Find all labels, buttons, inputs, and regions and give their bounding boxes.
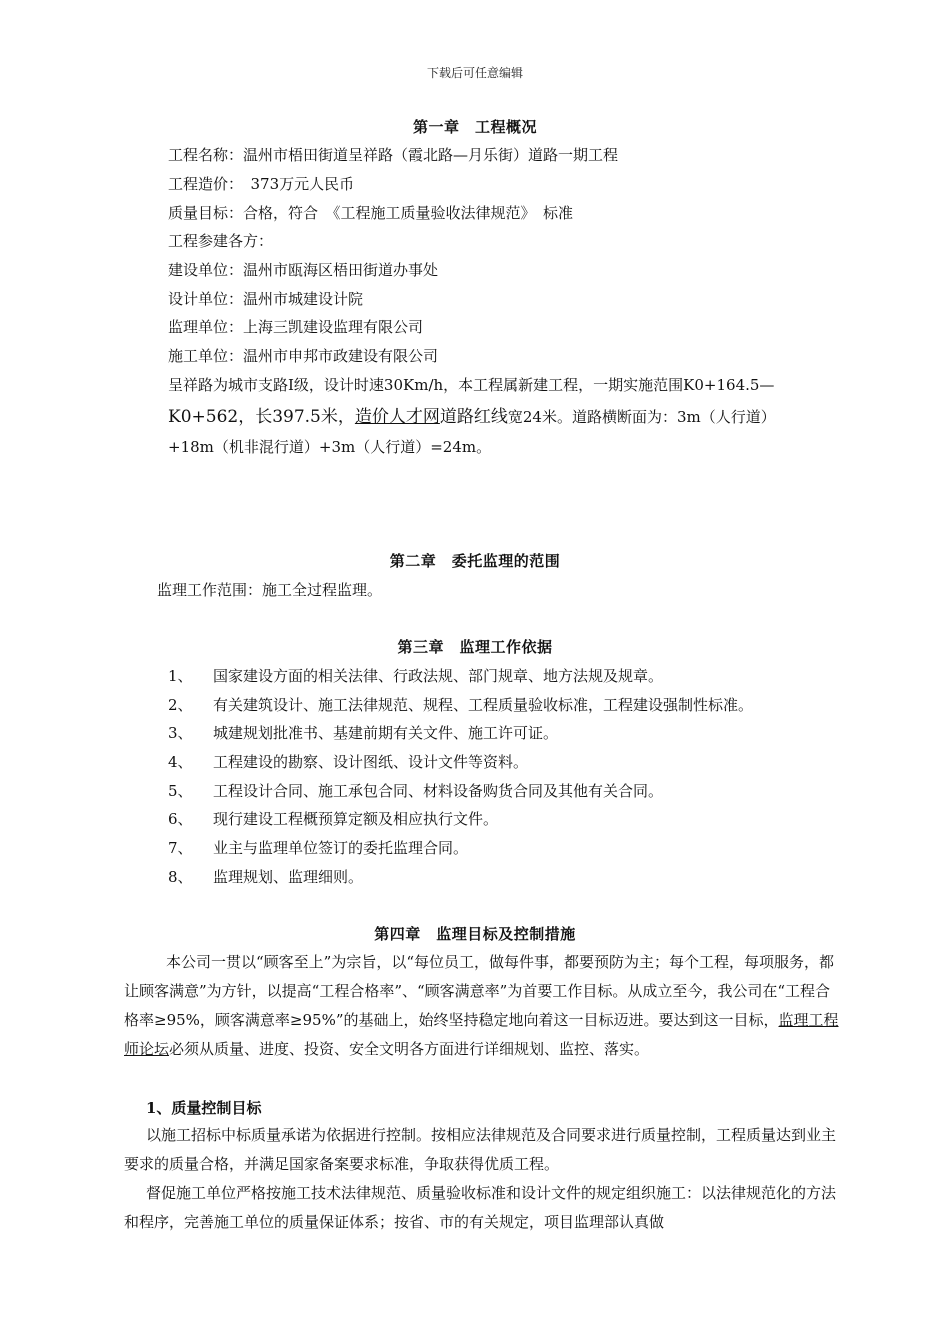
list-item: 城建规划批准书、基建前期有关文件、施工许可证。 [213,724,559,742]
list-item-number: 5、 [168,782,193,800]
list-item: 国家建设方面的相关法律、行政法规、部门规章、地方法规及规章。 [213,667,664,685]
header-note: 下载后可任意编辑 [426,66,523,80]
list-item: 工程设计合同、施工承包合同、材料设备购货合同及其他有关合同。 [213,782,664,800]
intro-text-end: 必须从质量、进度、投资、安全文明各方面进行详细规划、监控、落实。 [169,1040,650,1058]
list-item-number: 1、 [168,667,193,685]
chapter-4-title: 第四章 监理目标及控制措施 [374,925,576,943]
list-item-number: 2、 [168,696,193,714]
construction-unit: 建设单位：温州市瓯海区梧田街道办事处 [168,261,439,279]
road-length-text: K0+562，长397.5米， [168,407,355,427]
road-description-line2 [168,402,776,427]
chapter-3-title: 第三章 监理工作依据 [397,638,553,656]
list-item: 有关建筑设计、施工法律规范、规程、工程质量验收标准，工程建设强制性标准。 [213,696,754,714]
chapter-2-title: 第二章 委托监理的范围 [389,552,561,570]
road-description-line1: 呈祥路为城市支路Ⅰ级，设计时速30Km/h，本工程属新建工程，一期实施范围K0+164.5— [168,376,775,394]
quality-control-heading: 1、质量控制目标 [146,1099,262,1117]
supervision-scope: 监理工作范围：施工全过程监理。 [157,581,383,599]
chapter-4-intro [124,948,842,1064]
intro-text: 本公司一贯以“顾客至上”为宗旨，以“每位员工，做每件事，都要预防为主；每个工程，每项服务，都让顾客满意”为方针，以提高“工程合格率”、“顾客满意率”为首要工作目标。从成立至今，我公司在“工程合格率≥95%，顾客满意率≥95%”的基础上，始终坚持稳定地向着这一目标迈进。要达到这一目标， [124,953,835,1029]
contractor-unit: 施工单位：温州市申邦市政建设有限公司 [168,347,439,365]
list-item-number: 8、 [168,868,193,886]
participants-heading: 工程参建各方： [168,232,274,250]
quality-target: 质量目标：合格，符合 《工程施工质量验收法律规范》 标准 [168,204,574,222]
list-item-number: 3、 [168,724,193,742]
road-width-text: 宽24米。道路横断面为：3m（人行道） [507,408,776,426]
list-item-number: 7、 [168,839,193,857]
engineer-forum-link[interactable]: 监理工程师论坛 [124,1011,839,1058]
list-item-number: 6、 [168,810,193,828]
cost-talent-link[interactable]: 造价人才网 [354,407,440,427]
quality-control-paragraph: 以施工招标中标质量承诺为依据进行控制。按相应法律规范及合同要求进行质量控制，工程质量达到业主要求的质量合格，并满足国家备案要求标准，争取获得优质工程。 [124,1126,837,1173]
project-cost: 工程造价： 373万元人民币 [168,175,355,193]
list-item: 监理规划、监理细则。 [213,868,364,886]
supervision-paragraph: 督促施工单位严格按施工技术法律规范、质量验收标准和设计文件的规定组织施工：以法律规范化的方法和程序，完善施工单位的质量保证体系；按省、市的有关规定，项目监理部认真做 [124,1184,837,1231]
road-description-line3: +18m（机非混行道）+3m（人行道）=24m。 [168,438,492,456]
list-item-number: 4、 [168,753,193,771]
road-redline-text: 道路红线 [439,407,508,427]
chapter-1-title: 第一章 工程概况 [412,118,537,136]
design-unit: 设计单位：温州市城建设计院 [168,290,364,308]
list-item: 现行建设工程概预算定额及相应执行文件。 [213,810,499,828]
list-item: 业主与监理单位签订的委托监理合同。 [213,839,469,857]
list-item: 工程建设的勘察、设计图纸、设计文件等资料。 [213,753,529,771]
supervision-unit: 监理单位：上海三凯建设监理有限公司 [168,318,424,336]
project-name: 工程名称：温州市梧田街道呈祥路（霞北路—月乐街）道路一期工程 [168,146,619,164]
